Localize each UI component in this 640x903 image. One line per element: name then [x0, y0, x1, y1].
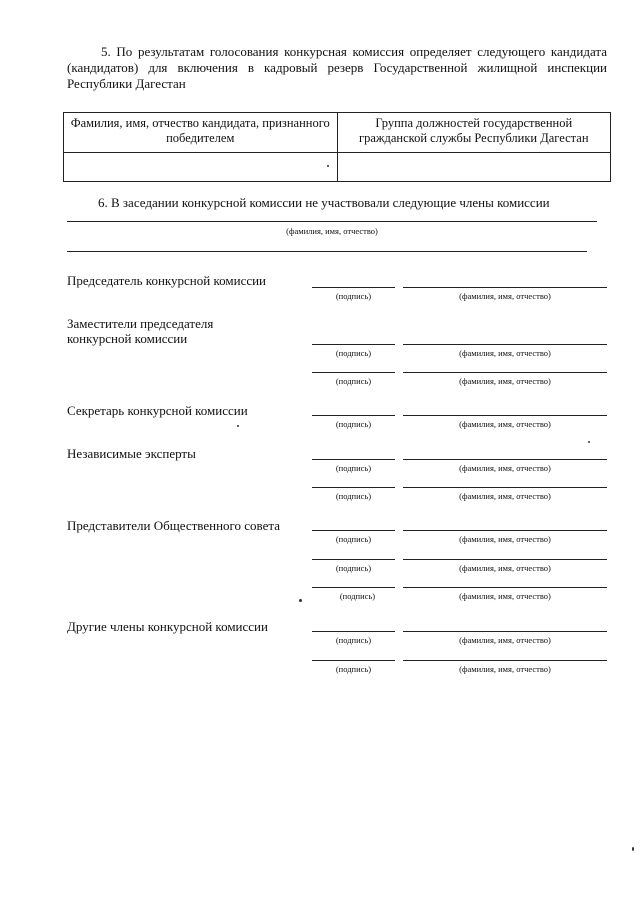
signature-caption: (подпись) — [335, 376, 372, 386]
full-name-line[interactable] — [403, 372, 607, 373]
signature-line[interactable] — [312, 631, 395, 632]
full-name-line[interactable] — [403, 660, 607, 661]
role-deputy-line-1: Заместители председателя — [67, 316, 214, 331]
signature-caption: (подпись) — [335, 563, 372, 573]
role-public-council: Представители Общественного совета — [67, 518, 280, 533]
signature-caption: (подпись) — [335, 635, 372, 645]
absent-members-caption: (фамилия, имя, отчество) — [286, 226, 378, 236]
full-name-line[interactable] — [403, 530, 607, 531]
signature-line[interactable] — [312, 415, 395, 416]
signature-caption: (подпись) — [335, 348, 372, 358]
scan-speck — [299, 599, 302, 602]
full-name-caption: (фамилия, имя, отчество) — [459, 291, 551, 301]
table-row — [64, 153, 611, 182]
signature-line[interactable] — [312, 660, 395, 661]
signature-caption: (подпись) — [339, 591, 376, 601]
scan-speck — [237, 425, 239, 427]
full-name-caption: (фамилия, имя, отчество) — [459, 563, 551, 573]
signature-line[interactable] — [312, 372, 395, 373]
table-cell-position-group[interactable] — [337, 153, 611, 182]
table-header-candidate-name: Фамилия, имя, отчество кандидата, признанного победителем — [64, 113, 338, 153]
scan-speck — [588, 441, 590, 443]
table-header-row — [64, 113, 611, 153]
section-5-paragraph: 5. По результатам голосования конкурсная комиссия определяет следующего кандидата (кандидатов) для включения в кадровый резерв Государственной жилищной инспекции Республики Дагестан — [67, 44, 607, 91]
full-name-line[interactable] — [403, 415, 607, 416]
section-6-paragraph: 6. В заседании конкурсной комиссии не участвовали следующие члены комиссии — [98, 195, 550, 210]
signature-caption: (подпись) — [335, 419, 372, 429]
signature-caption: (подпись) — [335, 463, 372, 473]
signature-caption: (подпись) — [335, 664, 372, 674]
full-name-caption: (фамилия, имя, отчество) — [459, 419, 551, 429]
signature-line[interactable] — [312, 587, 395, 588]
table-cell-candidate-name[interactable] — [64, 153, 338, 182]
role-other-members: Другие члены конкурсной комиссии — [67, 619, 268, 634]
signature-line[interactable] — [312, 559, 395, 560]
role-independent-experts: Независимые эксперты — [67, 446, 196, 461]
table-header-position-group: Группа должностей государственной гражданской службы Республики Дагестан — [337, 113, 611, 153]
full-name-caption: (фамилия, имя, отчество) — [459, 376, 551, 386]
full-name-line[interactable] — [403, 559, 607, 560]
full-name-caption: (фамилия, имя, отчество) — [459, 591, 551, 601]
full-name-line[interactable] — [403, 587, 607, 588]
full-name-caption: (фамилия, имя, отчество) — [459, 463, 551, 473]
absent-members-line-1[interactable] — [67, 221, 597, 222]
role-deputy-line-2: конкурсной комиссии — [67, 331, 188, 346]
signature-caption: (подпись) — [335, 534, 372, 544]
full-name-caption: (фамилия, имя, отчество) — [459, 664, 551, 674]
scan-speck — [632, 847, 634, 851]
candidate-table — [63, 112, 611, 182]
full-name-line[interactable] — [403, 287, 607, 288]
signature-line[interactable] — [312, 287, 395, 288]
full-name-line[interactable] — [403, 631, 607, 632]
full-name-line[interactable] — [403, 344, 607, 345]
absent-members-line-2[interactable] — [67, 251, 587, 252]
scan-speck — [327, 165, 329, 167]
signature-line[interactable] — [312, 344, 395, 345]
role-chairman: Председатель конкурсной комиссии — [67, 273, 267, 288]
signature-caption: (подпись) — [335, 291, 372, 301]
full-name-caption: (фамилия, имя, отчество) — [459, 491, 551, 501]
signature-line[interactable] — [312, 459, 395, 460]
full-name-caption: (фамилия, имя, отчество) — [459, 348, 551, 358]
signature-line[interactable] — [312, 530, 395, 531]
signature-caption: (подпись) — [335, 491, 372, 501]
role-secretary: Секретарь конкурсной комиссии — [67, 403, 248, 418]
full-name-caption: (фамилия, имя, отчество) — [459, 534, 551, 544]
full-name-line[interactable] — [403, 487, 607, 488]
full-name-caption: (фамилия, имя, отчество) — [459, 635, 551, 645]
signature-line[interactable] — [312, 487, 395, 488]
full-name-line[interactable] — [403, 459, 607, 460]
